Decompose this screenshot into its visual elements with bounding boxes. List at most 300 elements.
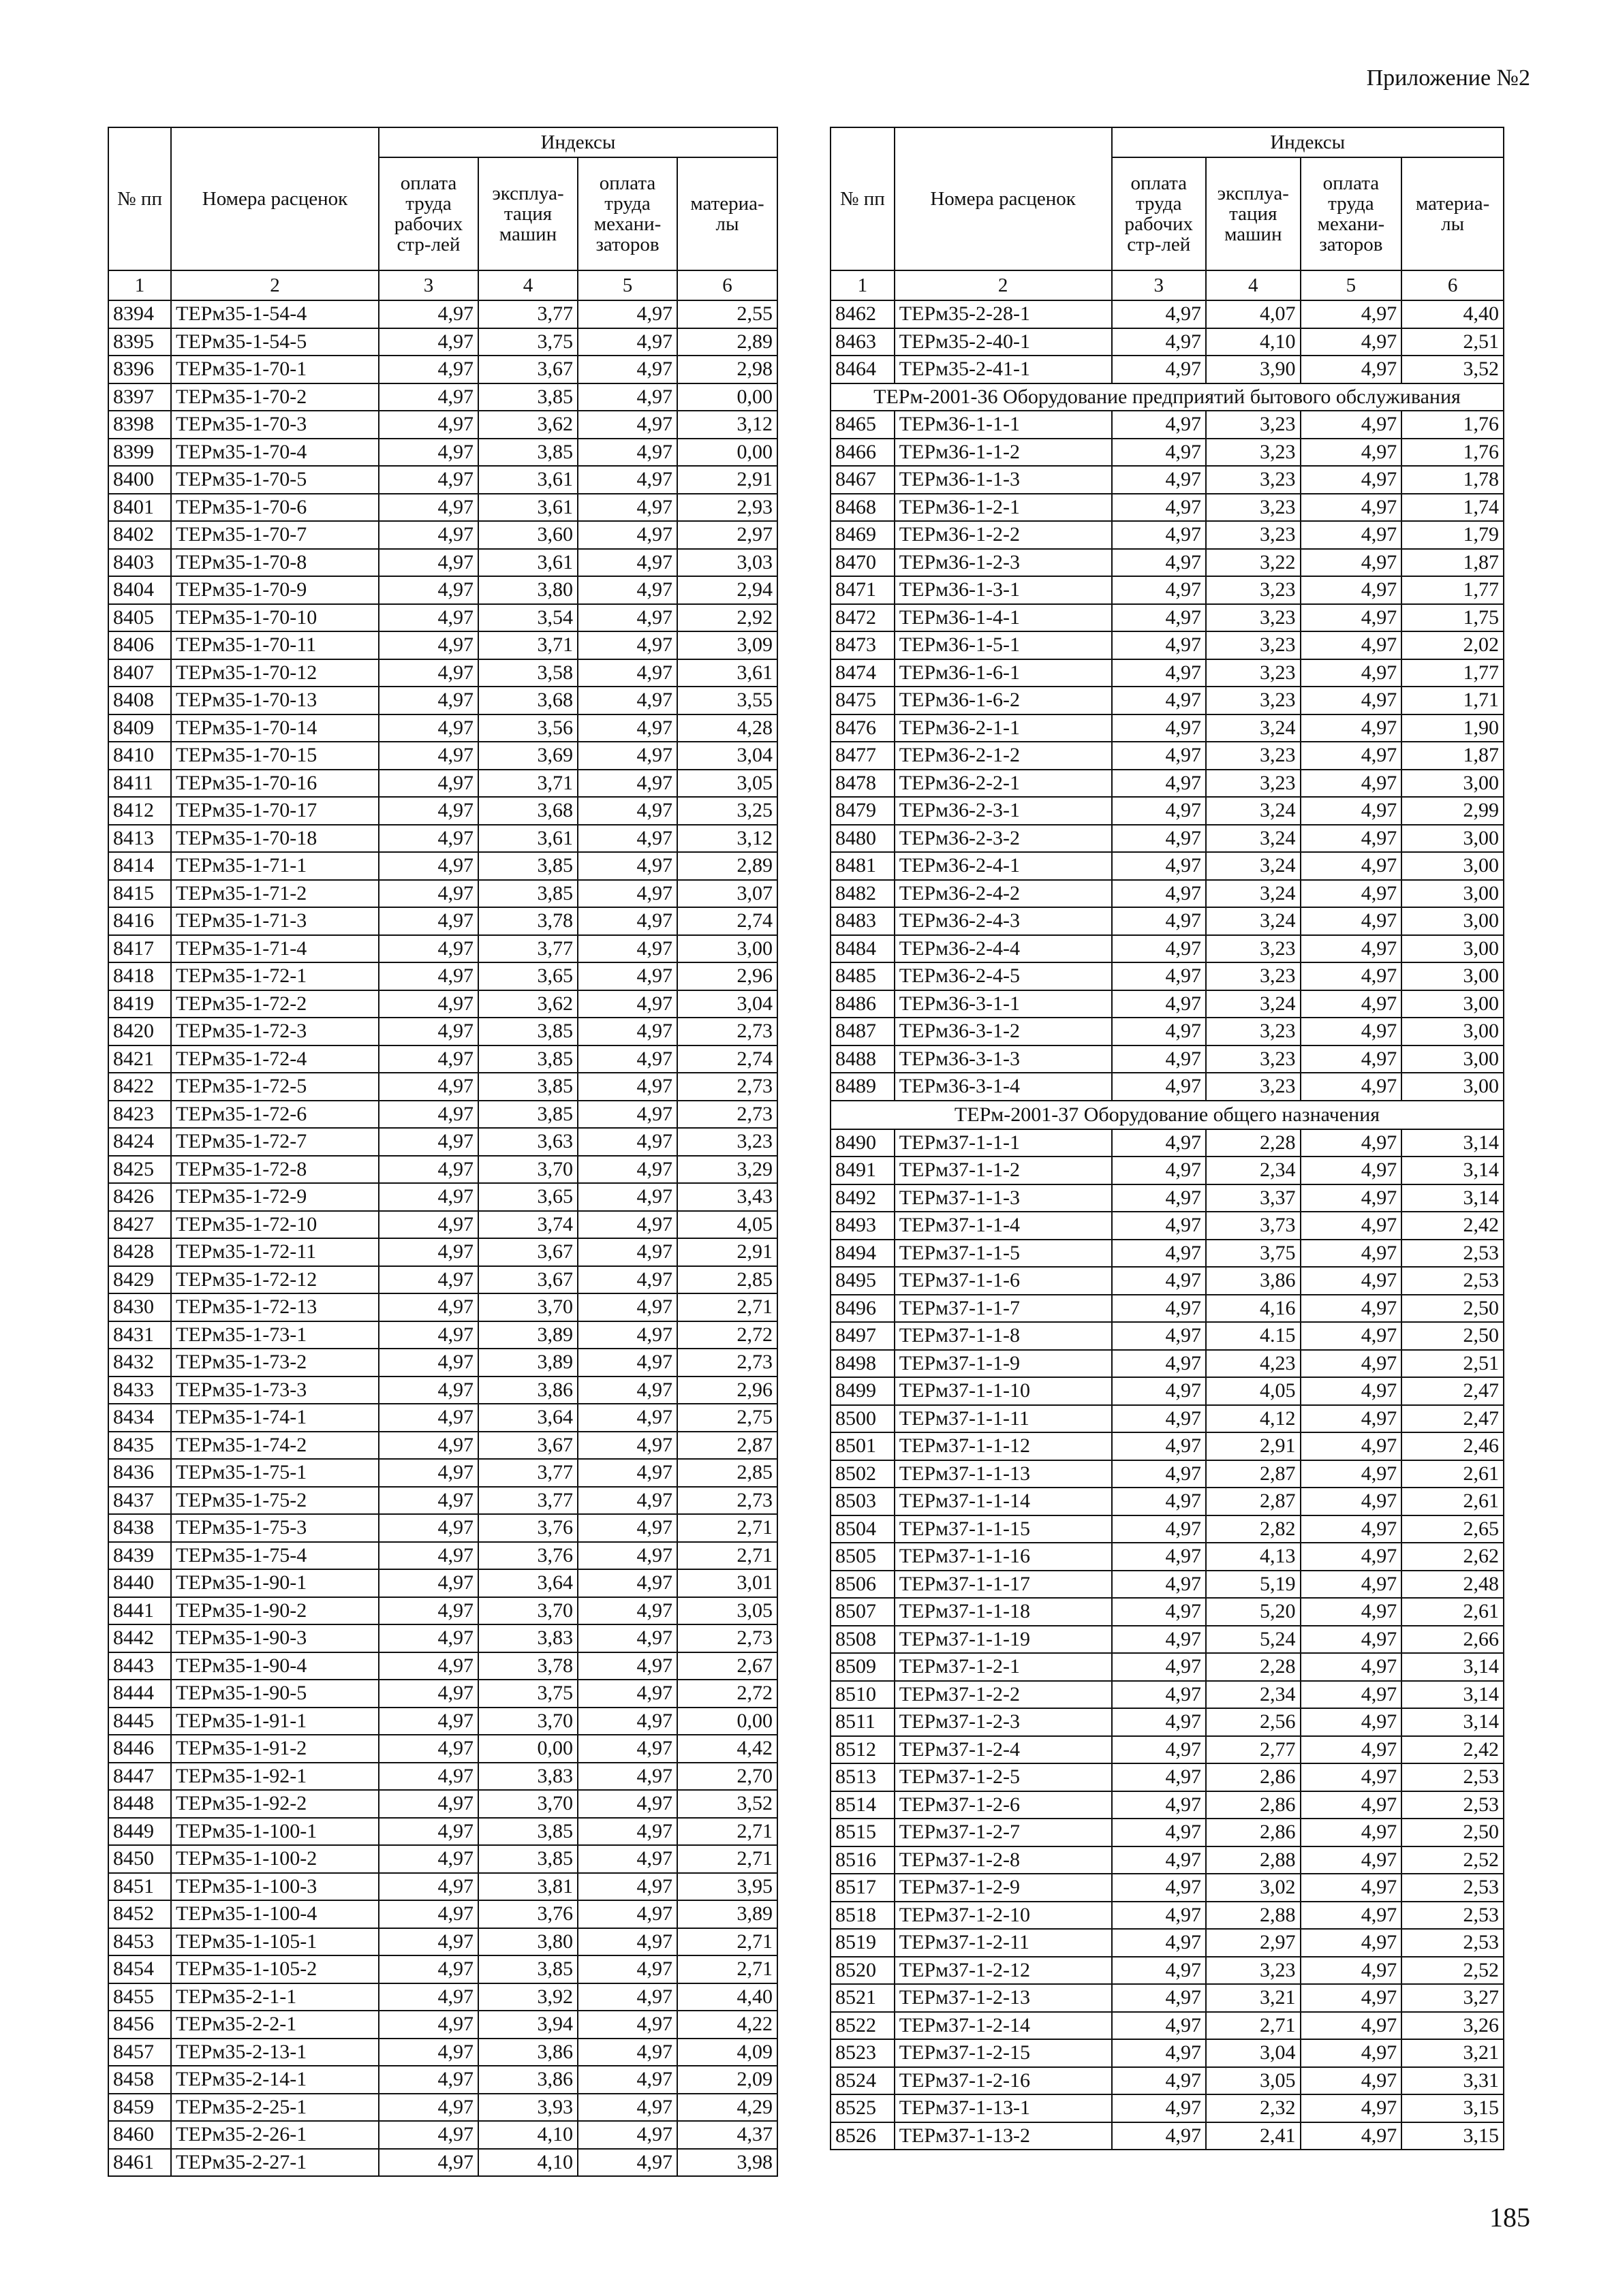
- operators-index: 4,97: [1301, 1819, 1402, 1846]
- materials-index: 1,77: [1401, 576, 1504, 604]
- operators-index: 4,97: [1301, 907, 1402, 935]
- machines-index: 4,13: [1206, 1543, 1301, 1571]
- operators-index: 4,97: [578, 1293, 677, 1321]
- rate-code: ТЕРм36-3-1-3: [895, 1045, 1112, 1073]
- materials-index: 2,53: [1401, 1902, 1504, 1930]
- row-number: 8424: [108, 1128, 171, 1156]
- labor-index: 4,97: [379, 742, 478, 770]
- materials-index: 2,73: [677, 1349, 777, 1377]
- table-row: [108, 1542, 777, 1570]
- table-body-right: [831, 300, 1504, 2150]
- rate-code: ТЕРм35-1-71-4: [171, 935, 379, 963]
- header-operators: оплата труда механи- заторов: [578, 157, 677, 270]
- rate-code: ТЕРм35-2-40-1: [895, 328, 1112, 356]
- machines-index: 3,24: [1206, 714, 1301, 742]
- labor-index: 4,97: [1112, 356, 1207, 383]
- table-row: [831, 990, 1504, 1018]
- operators-index: 4,97: [578, 935, 677, 963]
- row-number: 8509: [831, 1653, 895, 1681]
- operators-index: 4,97: [1301, 1653, 1402, 1681]
- row-number: 8496: [831, 1295, 895, 1323]
- materials-index: 1,74: [1401, 494, 1504, 522]
- table-row: [831, 1432, 1504, 1460]
- machines-index: 3,68: [478, 687, 578, 714]
- row-number: 8520: [831, 1957, 895, 1985]
- operators-index: 4,97: [1301, 1571, 1402, 1599]
- labor-index: 4,97: [1112, 1018, 1207, 1045]
- machines-index: 2,56: [1206, 1708, 1301, 1736]
- rate-code: ТЕРм35-1-105-1: [171, 1928, 379, 1956]
- rate-code: ТЕРм36-2-1-2: [895, 742, 1112, 770]
- rate-code: ТЕРм35-1-70-5: [171, 466, 379, 494]
- labor-index: 4,97: [379, 2011, 478, 2039]
- row-number: 8398: [108, 411, 171, 439]
- table-row: [108, 1293, 777, 1321]
- row-number: 8485: [831, 962, 895, 990]
- operators-index: 4,97: [1301, 852, 1402, 880]
- operators-index: 4,97: [1301, 825, 1402, 853]
- labor-index: 4,97: [379, 1652, 478, 1680]
- rate-code: ТЕРм35-1-70-11: [171, 631, 379, 659]
- machines-index: 2,41: [1206, 2122, 1301, 2150]
- labor-index: 4,97: [379, 1983, 478, 2011]
- rate-code: ТЕРм37-1-1-1: [895, 1129, 1112, 1157]
- operators-index: 4,97: [578, 1459, 677, 1487]
- operators-index: 4,97: [1301, 1460, 1402, 1488]
- table-row: [831, 1018, 1504, 1045]
- rate-code: ТЕРм35-1-70-15: [171, 742, 379, 770]
- rate-code: ТЕРм37-1-1-13: [895, 1460, 1112, 1488]
- rate-code: ТЕРм36-1-1-3: [895, 466, 1112, 494]
- labor-index: 4,97: [1112, 1129, 1207, 1157]
- materials-index: 3,26: [1401, 2012, 1504, 2040]
- materials-index: 2,89: [677, 328, 777, 356]
- machines-index: 3,37: [1206, 1184, 1301, 1212]
- labor-index: 4,97: [379, 1211, 478, 1239]
- row-number: 8498: [831, 1350, 895, 1378]
- machines-index: 3,83: [478, 1624, 578, 1652]
- labor-index: 4,97: [379, 1432, 478, 1460]
- table-row: [108, 1983, 777, 2011]
- row-number: 8402: [108, 521, 171, 549]
- materials-index: 2,61: [1401, 1488, 1504, 1515]
- table-row: [831, 1073, 1504, 1101]
- operators-index: 4,97: [578, 494, 677, 522]
- row-number: 8479: [831, 797, 895, 825]
- labor-index: 4,97: [1112, 2012, 1207, 2040]
- materials-index: 2,74: [677, 1045, 777, 1073]
- machines-index: 2,86: [1206, 1791, 1301, 1819]
- materials-index: 2,42: [1401, 1736, 1504, 1764]
- row-number: 8495: [831, 1267, 895, 1295]
- machines-index: 3,86: [478, 1377, 578, 1404]
- rate-code: ТЕРм37-1-2-8: [895, 1846, 1112, 1874]
- labor-index: 4,97: [379, 576, 478, 604]
- machines-index: 2,34: [1206, 1681, 1301, 1709]
- rate-code: ТЕРм35-1-70-8: [171, 549, 379, 577]
- rate-code: ТЕРм35-1-100-4: [171, 1900, 379, 1928]
- materials-index: 3,00: [1401, 770, 1504, 798]
- machines-index: 5,24: [1206, 1626, 1301, 1654]
- machines-index: 3,80: [478, 1928, 578, 1956]
- labor-index: 4,97: [1112, 825, 1207, 853]
- rate-code: ТЕРм37-1-1-17: [895, 1571, 1112, 1599]
- operators-index: 4,97: [1301, 2012, 1402, 2040]
- table-row: [831, 1129, 1504, 1157]
- materials-index: 2,67: [677, 1652, 777, 1680]
- labor-index: 4,97: [1112, 659, 1207, 687]
- labor-index: 4,97: [379, 687, 478, 714]
- row-number: 8448: [108, 1790, 171, 1818]
- row-number: 8404: [108, 576, 171, 604]
- row-number: 8396: [108, 356, 171, 383]
- rate-code: ТЕРм35-1-75-4: [171, 1542, 379, 1570]
- labor-index: 4,97: [379, 1790, 478, 1818]
- materials-index: 2,53: [1401, 1267, 1504, 1295]
- machines-index: 3,85: [478, 1955, 578, 1983]
- operators-index: 4,97: [578, 356, 677, 383]
- rate-code: ТЕРм37-1-2-3: [895, 1708, 1112, 1736]
- table-row: [108, 880, 777, 908]
- labor-index: 4,97: [379, 328, 478, 356]
- materials-index: 4,29: [677, 2094, 777, 2122]
- appendix-label: Приложение №2: [1366, 65, 1530, 91]
- operators-index: 4,97: [578, 1652, 677, 1680]
- row-number: 8484: [831, 935, 895, 963]
- materials-index: 2,50: [1401, 1322, 1504, 1350]
- materials-index: 4,09: [677, 2039, 777, 2066]
- header-code: Номера расценок: [171, 127, 379, 270]
- header-num: № пп: [108, 127, 171, 270]
- operators-index: 4,97: [1301, 1681, 1402, 1709]
- row-number: 8455: [108, 1983, 171, 2011]
- rate-code: ТЕРм35-1-72-5: [171, 1073, 379, 1101]
- labor-index: 4,97: [379, 935, 478, 963]
- row-number: 8475: [831, 687, 895, 714]
- operators-index: 4,97: [578, 852, 677, 880]
- table-row: [108, 1818, 777, 1846]
- row-number: 8525: [831, 2094, 895, 2122]
- table-row: [831, 549, 1504, 577]
- machines-index: 3,23: [1206, 770, 1301, 798]
- labor-index: 4,97: [1112, 770, 1207, 798]
- row-number: 8502: [831, 1460, 895, 1488]
- machines-index: 3,56: [478, 714, 578, 742]
- operators-index: 4,97: [1301, 1184, 1402, 1212]
- rate-code: ТЕРм37-1-2-6: [895, 1791, 1112, 1819]
- machines-index: 2,32: [1206, 2094, 1301, 2122]
- table-row: [108, 1735, 777, 1763]
- labor-index: 4,97: [1112, 1626, 1207, 1654]
- materials-index: 3,12: [677, 411, 777, 439]
- operators-index: 4,97: [578, 2039, 677, 2066]
- labor-index: 4,97: [379, 1624, 478, 1652]
- labor-index: 4,97: [379, 1487, 478, 1515]
- operators-index: 4,97: [1301, 1377, 1402, 1405]
- table-row: [831, 1157, 1504, 1184]
- labor-index: 4,97: [1112, 1377, 1207, 1405]
- materials-index: 2,53: [1401, 1874, 1504, 1902]
- table-row: [831, 770, 1504, 798]
- row-number: 8445: [108, 1708, 171, 1735]
- labor-index: 4,97: [1112, 1791, 1207, 1819]
- machines-index: 2,86: [1206, 1819, 1301, 1846]
- row-number: 8442: [108, 1624, 171, 1652]
- row-number: 8493: [831, 1212, 895, 1240]
- table-row: [108, 825, 777, 853]
- table-row: [108, 962, 777, 990]
- materials-index: 3,52: [1401, 356, 1504, 383]
- materials-index: 2,73: [677, 1018, 777, 1045]
- rate-code: ТЕРм35-2-1-1: [171, 1983, 379, 2011]
- header-index-3: 3: [379, 270, 478, 300]
- materials-index: 3,52: [677, 1790, 777, 1818]
- operators-index: 4,97: [578, 1128, 677, 1156]
- rate-code: ТЕРм37-1-2-5: [895, 1763, 1112, 1791]
- materials-index: 2,53: [1401, 1929, 1504, 1957]
- header-index-2: 2: [171, 270, 379, 300]
- machines-index: 3,85: [478, 852, 578, 880]
- labor-index: 4,97: [1112, 1045, 1207, 1073]
- rate-code: ТЕРм37-1-2-13: [895, 1984, 1112, 2012]
- table-body-left: [108, 300, 777, 2176]
- labor-index: 4,97: [1112, 880, 1207, 908]
- labor-index: 4,97: [1112, 1763, 1207, 1791]
- operators-index: 4,97: [1301, 797, 1402, 825]
- machines-index: 2,86: [1206, 1763, 1301, 1791]
- row-number: 8458: [108, 2066, 171, 2094]
- labor-index: 4,97: [1112, 1571, 1207, 1599]
- row-number: 8437: [108, 1487, 171, 1515]
- labor-index: 4,97: [379, 825, 478, 853]
- materials-index: 2,48: [1401, 1571, 1504, 1599]
- materials-index: 2,73: [677, 1073, 777, 1101]
- materials-index: 3,61: [677, 659, 777, 687]
- materials-index: 2,71: [677, 1818, 777, 1846]
- table-row: [108, 659, 777, 687]
- operators-index: 4,97: [578, 2149, 677, 2177]
- materials-index: 3,14: [1401, 1708, 1504, 1736]
- row-number: 8488: [831, 1045, 895, 1073]
- rate-code: ТЕРм36-2-2-1: [895, 770, 1112, 798]
- row-number: 8417: [108, 935, 171, 963]
- operators-index: 4,97: [1301, 604, 1402, 632]
- rate-code: ТЕРм37-1-1-10: [895, 1377, 1112, 1405]
- table-row: [831, 1515, 1504, 1543]
- row-number: 8516: [831, 1846, 895, 1874]
- materials-index: 2,72: [677, 1680, 777, 1708]
- table-row: [108, 2066, 777, 2094]
- rate-code: ТЕРм35-1-90-3: [171, 1624, 379, 1652]
- machines-index: 3,78: [478, 1652, 578, 1680]
- row-number: 8470: [831, 549, 895, 577]
- materials-index: 2,73: [677, 1624, 777, 1652]
- rate-code: ТЕРм36-2-4-3: [895, 907, 1112, 935]
- row-number: 8426: [108, 1183, 171, 1211]
- row-number: 8483: [831, 907, 895, 935]
- machines-index: 4,10: [478, 2149, 578, 2177]
- machines-index: 2,87: [1206, 1488, 1301, 1515]
- operators-index: 4,97: [578, 1183, 677, 1211]
- machines-index: 3,92: [478, 1983, 578, 2011]
- operators-index: 4,97: [1301, 1874, 1402, 1902]
- table-row: [108, 1211, 777, 1239]
- machines-index: 2,82: [1206, 1515, 1301, 1543]
- rate-code: ТЕРм35-1-70-10: [171, 604, 379, 632]
- rate-code: ТЕРм35-1-92-2: [171, 1790, 379, 1818]
- row-number: 8473: [831, 631, 895, 659]
- table-row: [831, 1045, 1504, 1073]
- machines-index: 3,67: [478, 1266, 578, 1294]
- table-row: [831, 1819, 1504, 1846]
- materials-index: 2,09: [677, 2066, 777, 2094]
- materials-index: 4,42: [677, 1735, 777, 1763]
- machines-index: 3,70: [478, 1597, 578, 1625]
- operators-index: 4,97: [578, 1514, 677, 1542]
- operators-index: 4,97: [1301, 521, 1402, 549]
- operators-index: 4,97: [1301, 1432, 1402, 1460]
- operators-index: 4,97: [578, 411, 677, 439]
- materials-index: 2,71: [677, 1928, 777, 1956]
- table-row: [831, 1902, 1504, 1930]
- machines-index: 3,23: [1206, 687, 1301, 714]
- operators-index: 4,97: [1301, 1984, 1402, 2012]
- machines-index: 3,24: [1206, 990, 1301, 1018]
- materials-index: 3,89: [677, 1900, 777, 1928]
- rate-code: ТЕРм36-3-1-2: [895, 1018, 1112, 1045]
- materials-index: 3,00: [1401, 990, 1504, 1018]
- materials-index: 2,71: [677, 1542, 777, 1570]
- labor-index: 4,97: [379, 1238, 478, 1266]
- page-number: 185: [1489, 2202, 1530, 2233]
- rate-code: ТЕРм35-1-75-2: [171, 1487, 379, 1515]
- row-number: 8466: [831, 439, 895, 467]
- row-number: 8511: [831, 1708, 895, 1736]
- header-operators: оплата труда механи- заторов: [1301, 157, 1402, 270]
- rate-code: ТЕРм36-2-3-2: [895, 825, 1112, 853]
- row-number: 8401: [108, 494, 171, 522]
- table-row: [831, 1653, 1504, 1681]
- row-number: 8465: [831, 411, 895, 439]
- materials-index: 1,87: [1401, 742, 1504, 770]
- row-number: 8449: [108, 1818, 171, 1846]
- materials-index: 2,46: [1401, 1432, 1504, 1460]
- labor-index: 4,97: [379, 521, 478, 549]
- table-row: [831, 1267, 1504, 1295]
- machines-index: 3,93: [478, 2094, 578, 2122]
- table-row: [831, 1322, 1504, 1350]
- operators-index: 4,97: [1301, 1405, 1402, 1433]
- rate-code: ТЕРм37-1-1-9: [895, 1350, 1112, 1378]
- materials-index: 1,90: [1401, 714, 1504, 742]
- machines-index: 3,23: [1206, 631, 1301, 659]
- labor-index: 4,97: [1112, 604, 1207, 632]
- section-row: [831, 1101, 1504, 1129]
- rate-code: ТЕРм36-1-3-1: [895, 576, 1112, 604]
- machines-index: 4,10: [1206, 328, 1301, 356]
- table-row: [831, 521, 1504, 549]
- rate-code: ТЕРм35-2-25-1: [171, 2094, 379, 2122]
- table-row: [831, 1736, 1504, 1764]
- materials-index: 2,50: [1401, 1295, 1504, 1323]
- row-number: 8476: [831, 714, 895, 742]
- machines-index: 3,77: [478, 300, 578, 328]
- materials-index: 2,74: [677, 907, 777, 935]
- operators-index: 4,97: [578, 990, 677, 1018]
- operators-index: 4,97: [1301, 1045, 1402, 1073]
- operators-index: 4,97: [1301, 1902, 1402, 1930]
- operators-index: 4,97: [578, 659, 677, 687]
- header-index-4: 4: [1206, 270, 1301, 300]
- machines-index: 3,67: [478, 1238, 578, 1266]
- rate-code: ТЕРм35-1-90-5: [171, 1680, 379, 1708]
- rate-code: ТЕРм35-1-90-4: [171, 1652, 379, 1680]
- table-row: [108, 2149, 777, 2177]
- rate-code: ТЕРм36-2-4-1: [895, 852, 1112, 880]
- table-row: [831, 797, 1504, 825]
- row-number: 8456: [108, 2011, 171, 2039]
- machines-index: 3,02: [1206, 1874, 1301, 1902]
- table-row: [108, 1377, 777, 1404]
- rate-code: ТЕРм35-1-71-3: [171, 907, 379, 935]
- labor-index: 4,97: [1112, 1957, 1207, 1985]
- table-row: [108, 1928, 777, 1956]
- materials-index: 0,00: [677, 383, 777, 411]
- operators-index: 4,97: [1301, 1791, 1402, 1819]
- table-row: [831, 494, 1504, 522]
- operators-index: 4,97: [578, 1955, 677, 1983]
- machines-index: 3,73: [1206, 1212, 1301, 1240]
- labor-index: 4,97: [1112, 2067, 1207, 2095]
- machines-index: 3,23: [1206, 1073, 1301, 1101]
- materials-index: 4,28: [677, 714, 777, 742]
- row-number: 8412: [108, 797, 171, 825]
- materials-index: 2,87: [677, 1432, 777, 1460]
- rate-code: ТЕРм37-1-1-19: [895, 1626, 1112, 1654]
- table-row: [108, 1459, 777, 1487]
- header-indices: Индексы: [379, 127, 777, 157]
- table-row: [831, 907, 1504, 935]
- machines-index: 3,76: [478, 1542, 578, 1570]
- materials-index: 2,71: [677, 1514, 777, 1542]
- table-row: [831, 300, 1504, 328]
- rate-code: ТЕРм37-1-2-11: [895, 1929, 1112, 1957]
- labor-index: 4,97: [379, 631, 478, 659]
- materials-index: 1,75: [1401, 604, 1504, 632]
- rate-code: ТЕРм37-1-2-7: [895, 1819, 1112, 1846]
- table-row: [108, 411, 777, 439]
- labor-index: 4,97: [1112, 742, 1207, 770]
- header-index-6: 6: [677, 270, 777, 300]
- rate-code: ТЕРм37-1-13-2: [895, 2122, 1112, 2150]
- operators-index: 4,97: [1301, 935, 1402, 963]
- machines-index: 3,22: [1206, 549, 1301, 577]
- machines-index: 3,75: [478, 328, 578, 356]
- machines-index: 3,64: [478, 1569, 578, 1597]
- operators-index: 4,97: [578, 576, 677, 604]
- table-row: [108, 1128, 777, 1156]
- row-number: 8421: [108, 1045, 171, 1073]
- row-number: 8453: [108, 1928, 171, 1956]
- operators-index: 4,97: [578, 2094, 677, 2122]
- row-number: 8482: [831, 880, 895, 908]
- rate-code: ТЕРм36-1-4-1: [895, 604, 1112, 632]
- table-row: [108, 1487, 777, 1515]
- row-number: 8450: [108, 1845, 171, 1873]
- operators-index: 4,97: [1301, 356, 1402, 383]
- operators-index: 4,97: [578, 2011, 677, 2039]
- header-index-5: 5: [578, 270, 677, 300]
